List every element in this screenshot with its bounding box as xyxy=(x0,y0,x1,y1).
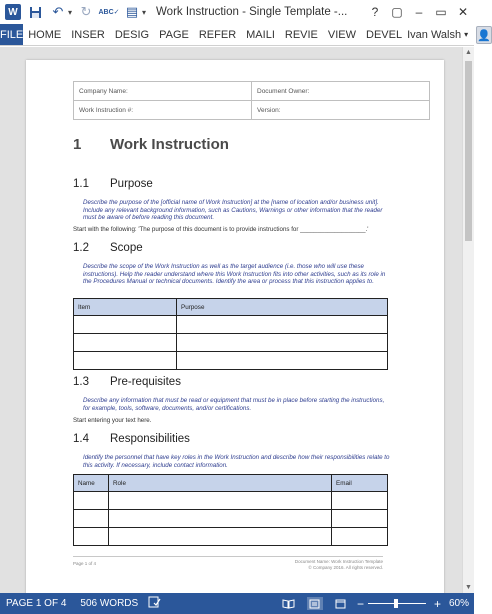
table-cell[interactable] xyxy=(74,352,177,370)
zoom-in-icon[interactable]: + xyxy=(433,596,441,611)
table-header-name: Name xyxy=(74,475,109,492)
tab-review[interactable]: REVIE xyxy=(284,28,318,41)
table-cell[interactable] xyxy=(74,528,109,546)
read-mode-icon[interactable] xyxy=(281,597,297,610)
zoom-level[interactable]: 60% xyxy=(448,598,469,609)
help-icon[interactable]: ? xyxy=(371,5,379,19)
view-controls xyxy=(271,597,474,611)
tab-view[interactable]: VIEW xyxy=(327,28,357,41)
table-header-email: Email xyxy=(332,475,388,492)
heading-responsibilities xyxy=(73,433,190,445)
table-cell[interactable] xyxy=(109,492,332,510)
table-row xyxy=(74,492,388,510)
undo-dropdown-icon[interactable]: ▾ xyxy=(68,7,73,17)
table-row xyxy=(74,316,388,334)
proofing-icon[interactable] xyxy=(148,596,161,611)
table-cell[interactable] xyxy=(74,510,109,528)
table-cell[interactable] xyxy=(177,352,388,370)
work-instruction-number-cell[interactable]: Work Instruction #: xyxy=(74,101,252,120)
tab-page-layout[interactable]: PAGE xyxy=(159,28,189,41)
zoom-slider-handle[interactable] xyxy=(394,599,398,608)
heading-number: 1.3 xyxy=(73,376,89,388)
scope-guidance-text: Describe the scope of the Work Instruction as well as the target audience (i.e. those who will use these instructions). Help the reader understand where this Work Instruction fits into other activities, such as its role in the Procedures Manual or technical documents. Identify the area or process that this instruction applies to. xyxy=(83,263,386,286)
table-cell[interactable] xyxy=(74,492,109,510)
table-cell[interactable] xyxy=(177,316,388,334)
table-cell[interactable] xyxy=(109,528,332,546)
word-count[interactable]: 506 WORDS xyxy=(80,598,139,609)
heading-text: Pre-requisites xyxy=(110,376,181,388)
zoom-slider[interactable] xyxy=(368,603,426,604)
customize-toolbar-icon[interactable]: ▾ xyxy=(142,7,147,17)
company-name-cell[interactable]: Company Name: xyxy=(74,82,252,101)
user-name: Ivan Walsh xyxy=(407,28,462,41)
table-row xyxy=(74,352,388,370)
table-cell[interactable] xyxy=(332,528,388,546)
heading-number: 1.2 xyxy=(73,242,89,254)
save-icon[interactable] xyxy=(26,3,44,21)
footer-document-name: Document Name: Work Instruction Template xyxy=(294,559,383,564)
table-header-role: Role xyxy=(109,475,332,492)
heading-text: Purpose xyxy=(110,178,153,190)
web-layout-icon[interactable] xyxy=(333,597,349,610)
heading-number: 1.4 xyxy=(73,433,89,445)
table-cell[interactable] xyxy=(332,510,388,528)
restore-icon[interactable]: ▭ xyxy=(435,5,447,19)
scope-table xyxy=(73,298,388,370)
table-cell[interactable] xyxy=(74,334,177,352)
tab-developer[interactable]: DEVEL xyxy=(366,28,403,41)
title-bar xyxy=(0,0,474,24)
table-cell[interactable] xyxy=(109,510,332,528)
heading-purpose xyxy=(73,178,153,190)
table-cell[interactable] xyxy=(177,334,388,352)
responsibilities-guidance-text: Identify the personnel that have key roles in the Work Instruction and describe how their responsibilities relate to this activity. If necessary, include contact information. xyxy=(83,454,390,469)
page-footer xyxy=(73,556,383,570)
table-cell[interactable] xyxy=(332,492,388,510)
status-bar xyxy=(0,593,474,614)
tab-home[interactable]: HOME xyxy=(28,28,62,41)
table-row xyxy=(74,528,388,546)
print-layout-icon[interactable] xyxy=(307,597,323,610)
footer-page-number: Page 1 of 4 xyxy=(73,561,97,566)
table-header-item: Item xyxy=(74,299,177,316)
heading-prerequisites xyxy=(73,376,181,388)
ribbon-display-icon[interactable]: ▢ xyxy=(391,5,403,19)
heading-number: 1.1 xyxy=(73,178,89,190)
scroll-down-icon[interactable]: ▼ xyxy=(465,584,472,591)
chevron-down-icon: ▾ xyxy=(464,30,469,39)
table-row xyxy=(74,510,388,528)
document-info-table xyxy=(73,81,430,120)
table-cell[interactable] xyxy=(74,316,177,334)
user-account[interactable] xyxy=(407,24,472,45)
avatar[interactable]: 👤 xyxy=(476,26,492,44)
tab-design[interactable]: DESIG xyxy=(114,28,150,41)
version-cell[interactable]: Version: xyxy=(252,101,430,120)
zoom-out-icon[interactable]: − xyxy=(356,596,364,611)
table-row xyxy=(74,334,388,352)
document-owner-cell[interactable]: Document Owner: xyxy=(252,82,430,101)
responsibilities-table xyxy=(73,474,388,546)
prerequisites-start-text: Start entering your text here. xyxy=(73,417,152,424)
format-icon[interactable]: ▤ xyxy=(125,4,139,19)
tab-insert[interactable]: INSER xyxy=(71,28,105,41)
word-icon[interactable]: W xyxy=(5,4,21,20)
scrollbar-thumb[interactable] xyxy=(465,61,472,241)
heading-number: 1 xyxy=(73,136,82,153)
prerequisites-guidance-text: Describe any information that must be read or equipment that must be in place before starting the instructions, for example, tools, software, documents, and/or certifications. xyxy=(83,397,385,412)
heading-scope xyxy=(73,242,143,254)
window-title: Work Instruction - Single Template -... xyxy=(156,6,348,18)
purpose-guidance-text: Describe the purpose of the [official name of Work Instruction] at the [name of location and/or business unit]. Include any relevant background information, such as Cautions, Warnings or other information that the reader must be aware of before reading this document. xyxy=(83,199,383,222)
redo-icon[interactable]: ↻ xyxy=(80,4,92,19)
footer-copyright: © Company 2016. All rights reserved. xyxy=(308,565,383,570)
close-icon[interactable]: ✕ xyxy=(457,5,469,19)
document-page[interactable] xyxy=(26,60,444,600)
window-controls xyxy=(364,2,474,22)
heading-text: Responsibilities xyxy=(110,433,190,445)
tab-mailings[interactable]: MAILI xyxy=(246,28,275,41)
page-count[interactable]: PAGE 1 OF 4 xyxy=(6,598,67,609)
heading-text: Work Instruction xyxy=(110,136,229,153)
table-header-purpose: Purpose xyxy=(177,299,388,316)
scroll-up-icon[interactable]: ▲ xyxy=(465,49,472,56)
ribbon-tabs xyxy=(0,24,491,46)
vertical-scrollbar[interactable] xyxy=(462,47,474,593)
footer-document-info xyxy=(295,559,383,571)
heading-text: Scope xyxy=(110,242,143,254)
purpose-start-text: Start with the following: 'The purpose of this document is to provide instructions for ___________________.' xyxy=(73,226,369,233)
tab-references[interactable]: REFER xyxy=(198,28,237,41)
document-canvas xyxy=(0,47,462,593)
tab-file[interactable]: FILE xyxy=(0,24,23,45)
spelling-check-icon[interactable]: ABC✓ xyxy=(98,9,120,16)
undo-icon[interactable]: ↶ xyxy=(52,4,64,19)
minimize-icon[interactable]: – xyxy=(415,5,423,19)
heading-work-instruction xyxy=(73,136,229,153)
